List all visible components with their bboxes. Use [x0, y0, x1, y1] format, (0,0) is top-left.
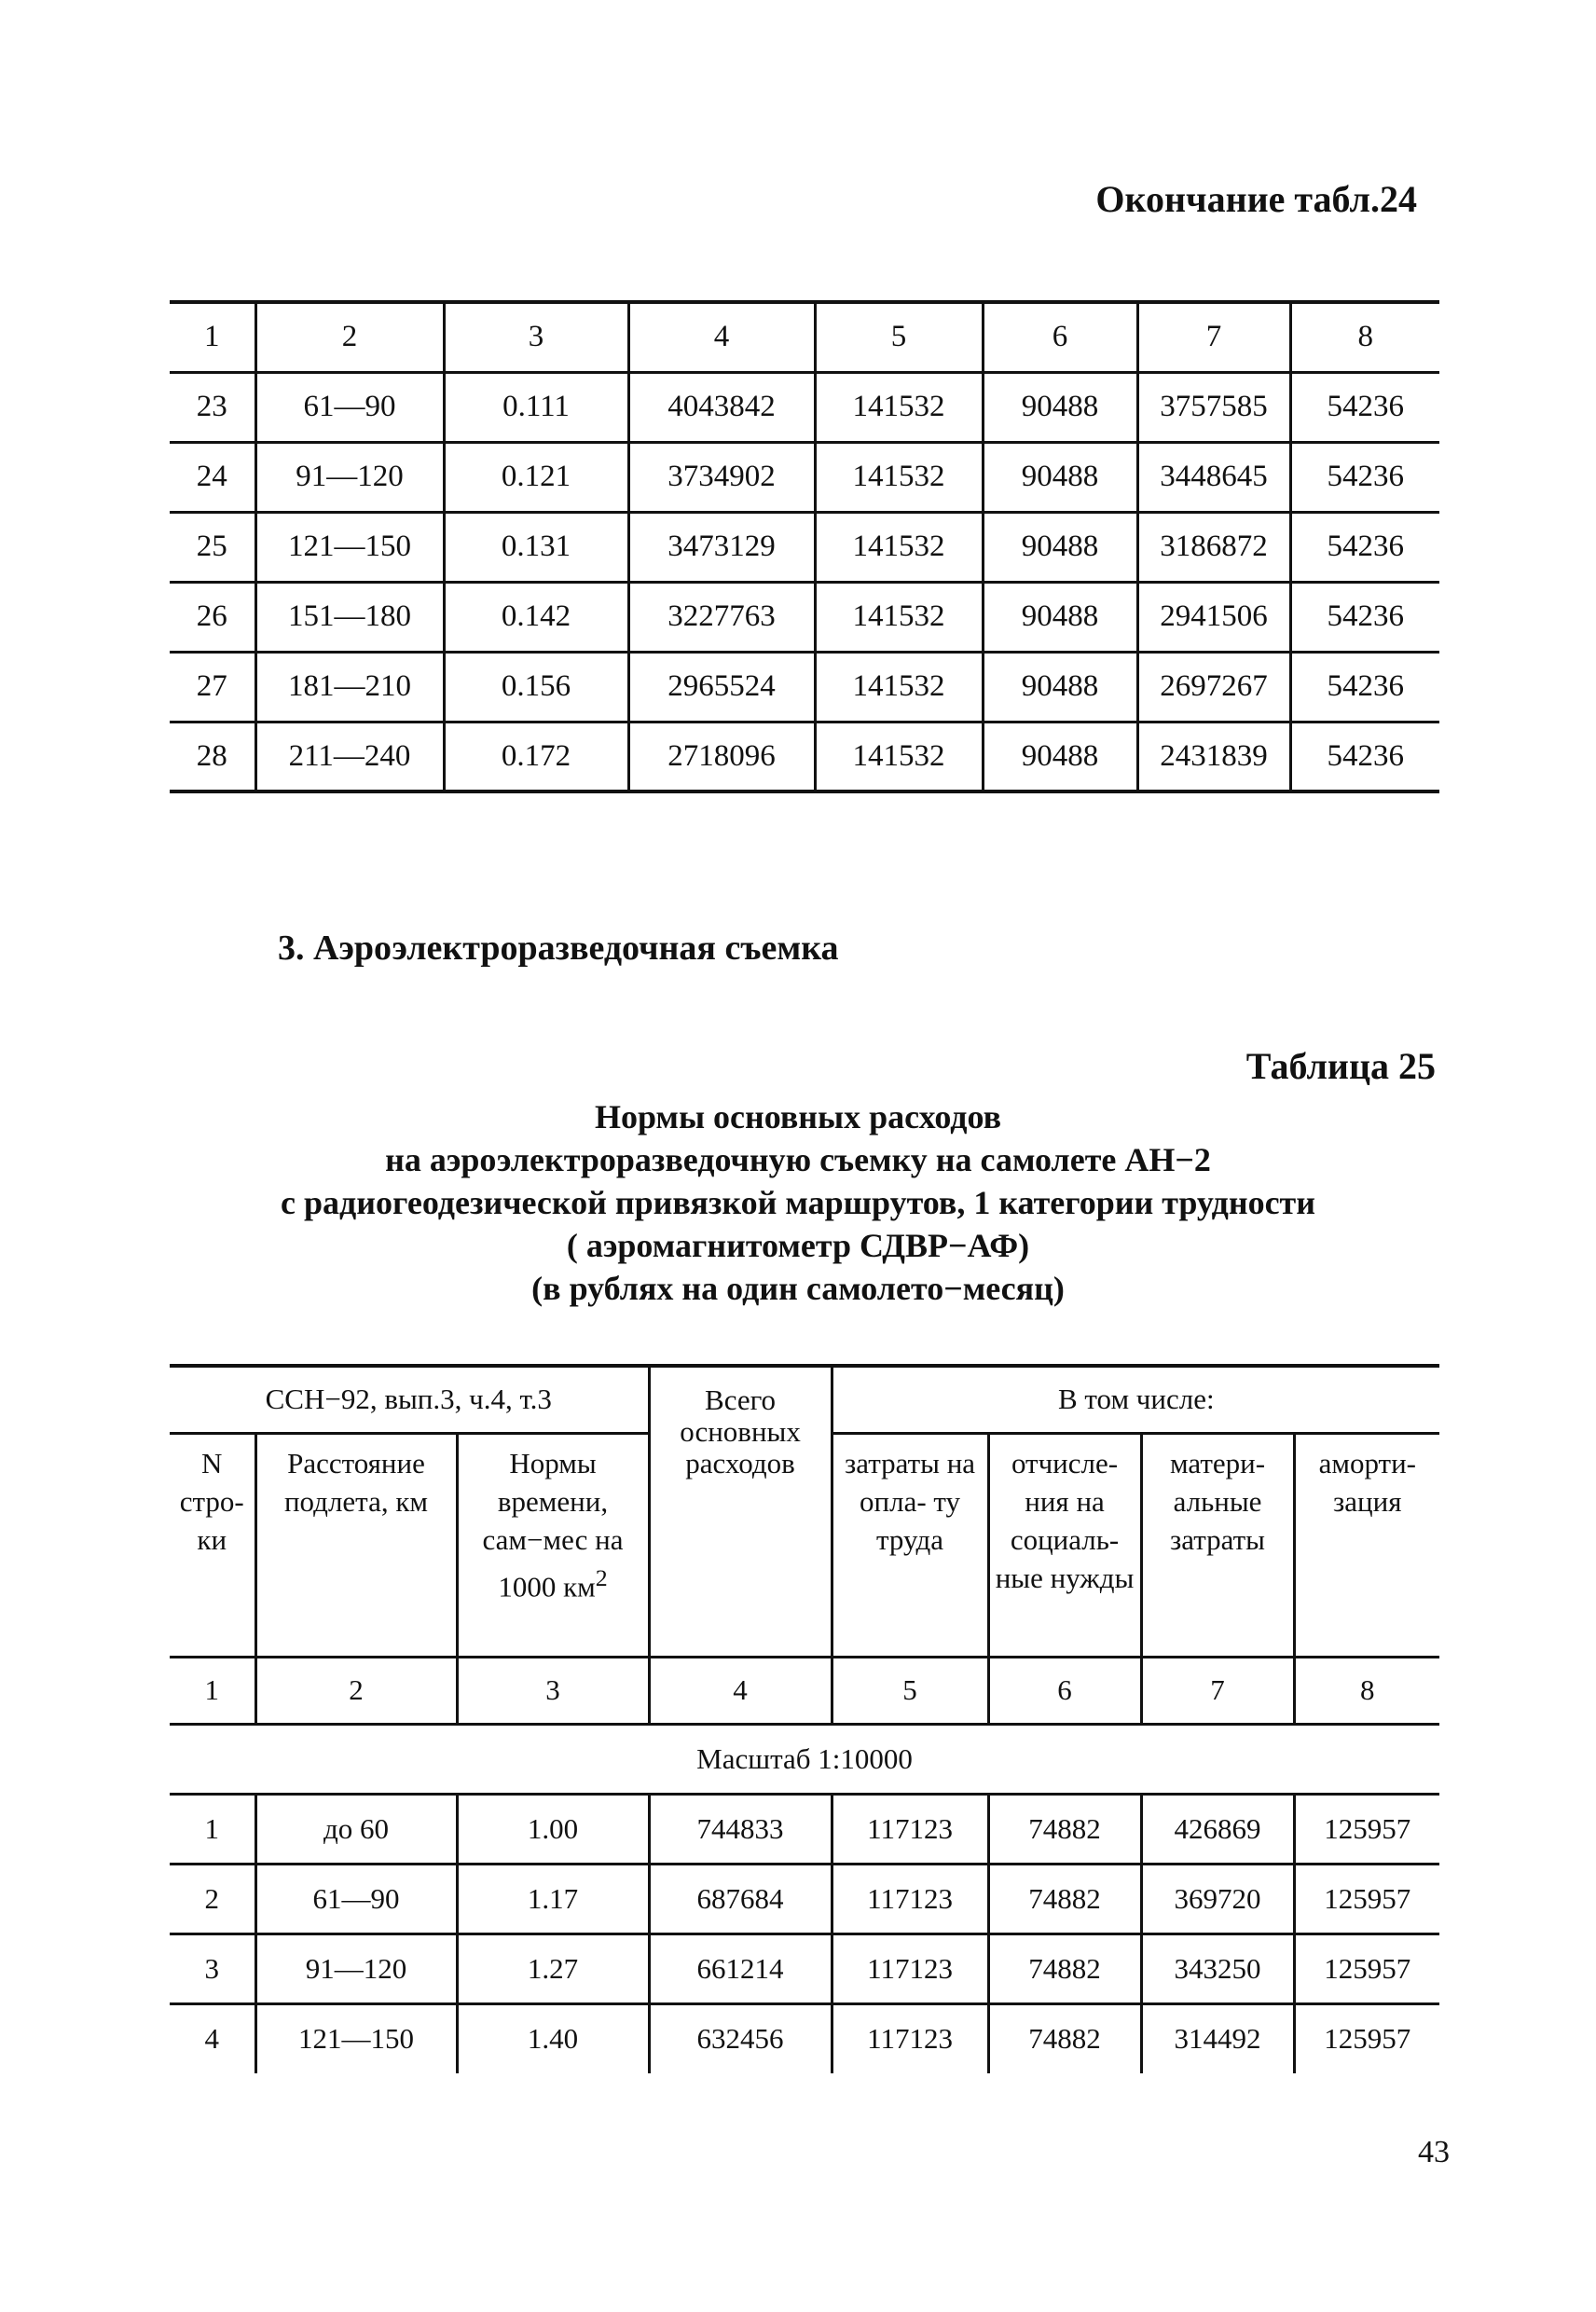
- table-cell: 3227763: [628, 582, 815, 652]
- table-row: [170, 582, 1439, 652]
- table-cell: 121—150: [255, 2003, 457, 2073]
- table-cell: 141532: [815, 582, 983, 652]
- table-cell: 125957: [1294, 1934, 1439, 2003]
- table-cell: 74882: [988, 1934, 1141, 2003]
- table-cell: 25: [170, 512, 255, 582]
- table-cell: 0.142: [444, 582, 628, 652]
- table-cell: 90488: [983, 372, 1137, 442]
- table-cell: 90488: [983, 582, 1137, 652]
- table-cell: 90488: [983, 512, 1137, 582]
- table-cell: 74882: [988, 1864, 1141, 1934]
- table-cell: 91—120: [255, 442, 444, 512]
- table-cell: 141532: [815, 512, 983, 582]
- table-row: [170, 302, 1439, 372]
- table-cell: 369720: [1141, 1864, 1294, 1934]
- table-cell: 3757585: [1137, 372, 1290, 442]
- column-number-cell: 1: [170, 1657, 255, 1724]
- table-cell: 24: [170, 442, 255, 512]
- table-cell: 2431839: [1137, 722, 1290, 791]
- scale-label: Масштаб 1:10000: [170, 1724, 1439, 1794]
- materials-header: матери- альные затраты: [1141, 1433, 1294, 1657]
- caption-line: ( аэромагнитометр СДВР−АФ): [566, 1227, 1030, 1264]
- table-row: [170, 372, 1439, 442]
- caption-line: (в рублях на один самолето−месяц): [531, 1270, 1065, 1307]
- time-norm-header: [457, 1433, 649, 1657]
- table-cell: 74882: [988, 2003, 1141, 2073]
- table-cell: 3186872: [1137, 512, 1290, 582]
- table-cell: 314492: [1141, 2003, 1294, 2073]
- table-cell: 125957: [1294, 1864, 1439, 1934]
- table-cell: 3473129: [628, 512, 815, 582]
- scale-row: [170, 1724, 1439, 1794]
- table-cell: 91—120: [255, 1934, 457, 2003]
- table-cell: 117123: [832, 1794, 988, 1864]
- table-cell: 28: [170, 722, 255, 791]
- distance-header: Расстояние подлета, км: [255, 1433, 457, 1657]
- column-number-cell: 3: [444, 302, 628, 372]
- table-row: [170, 1657, 1439, 1724]
- table-cell: 744833: [649, 1794, 832, 1864]
- table-cell: 0.131: [444, 512, 628, 582]
- column-number-cell: 1: [170, 302, 255, 372]
- table-cell: 61—90: [255, 372, 444, 442]
- table-cell: 181—210: [255, 652, 444, 722]
- table-cell: 632456: [649, 2003, 832, 2073]
- table-cell: 74882: [988, 1794, 1141, 1864]
- table-row: [170, 1794, 1439, 1864]
- column-number-cell: 2: [255, 1657, 457, 1724]
- table-cell: до 60: [255, 1794, 457, 1864]
- table-row: [170, 722, 1439, 791]
- table-24-continuation: [170, 300, 1439, 793]
- table-cell: 54236: [1290, 442, 1439, 512]
- table-cell: 117123: [832, 1864, 988, 1934]
- table-25: [170, 1364, 1439, 2073]
- table-cell: 151—180: [255, 582, 444, 652]
- superscript: 2: [595, 1563, 608, 1591]
- table-cell: 117123: [832, 1934, 988, 2003]
- column-number-cell: 6: [983, 302, 1137, 372]
- column-number-cell: 7: [1141, 1657, 1294, 1724]
- table-cell: 3734902: [628, 442, 815, 512]
- table-cell: 1.40: [457, 2003, 649, 2073]
- table-cell: 121—150: [255, 512, 444, 582]
- table-25-caption: [140, 1095, 1456, 1310]
- table-cell: 4043842: [628, 372, 815, 442]
- table-cell: 0.156: [444, 652, 628, 722]
- table-cell: 90488: [983, 722, 1137, 791]
- amortization-header: аморти- зация: [1294, 1433, 1439, 1657]
- group-header: ССН−92, вып.3, ч.4, т.3: [170, 1366, 649, 1433]
- total-expenses-header: Всего основных расходов: [649, 1366, 832, 1657]
- table-cell: 54236: [1290, 582, 1439, 652]
- table-cell: 4: [204, 2022, 219, 2056]
- table-cell: 141532: [815, 652, 983, 722]
- including-header: В том числе:: [832, 1366, 1439, 1433]
- table-cell: 125957: [1294, 1794, 1439, 1864]
- table-row: [170, 2003, 1439, 2073]
- table-cell: 23: [170, 372, 255, 442]
- column-number-cell: 4: [649, 1657, 832, 1724]
- column-number-cell: 3: [457, 1657, 649, 1724]
- table-cell: 141532: [815, 722, 983, 791]
- table-cell: 343250: [1141, 1934, 1294, 2003]
- caption-line: Нормы основных расходов: [594, 1098, 1002, 1135]
- table-row: [170, 512, 1439, 582]
- table-cell: 426869: [1141, 1794, 1294, 1864]
- table-cell: 1.27: [457, 1934, 649, 2003]
- table-cell: 0.121: [444, 442, 628, 512]
- column-number-cell: 8: [1294, 1657, 1439, 1724]
- table-cell: 26: [170, 582, 255, 652]
- page-number: 43: [1418, 2135, 1450, 2169]
- table-cell: 0.111: [444, 372, 628, 442]
- labor-cost-header: затраты на опла- ту труда: [832, 1433, 988, 1657]
- table-cell: 2: [170, 1864, 255, 1934]
- column-number-cell: 7: [1137, 302, 1290, 372]
- row-number-header: N стро- ки: [170, 1433, 255, 1657]
- continuation-title: Окончание табл.24: [1095, 178, 1417, 220]
- table-cell: 125957: [1294, 2003, 1439, 2073]
- table-cell: 54236: [1290, 722, 1439, 791]
- table-cell: 61—90: [255, 1864, 457, 1934]
- table-cell: 1.17: [457, 1864, 649, 1934]
- table-cell: 211—240: [255, 722, 444, 791]
- column-number-cell: 8: [1290, 302, 1439, 372]
- table-cell: 90488: [983, 652, 1137, 722]
- time-norm-header-text: Нормы времени, сам−мес на 1000 км: [482, 1446, 624, 1603]
- table-cell: 54236: [1290, 372, 1439, 442]
- section-title: 3. Аэроэлектроразведочная съемка: [278, 929, 839, 968]
- table-cell: 0.172: [444, 722, 628, 791]
- table-cell: 687684: [649, 1864, 832, 1934]
- table-cell: 141532: [815, 442, 983, 512]
- table-cell: 54236: [1290, 652, 1439, 722]
- table-cell: 90488: [983, 442, 1137, 512]
- table-cell: 2965524: [628, 652, 815, 722]
- table-cell: 661214: [649, 1934, 832, 2003]
- table-25-label: Таблица 25: [1245, 1045, 1436, 1087]
- social-contrib-header: отчисле- ния на социаль- ные нужды: [988, 1433, 1141, 1657]
- table-row: [170, 442, 1439, 512]
- column-number-cell: 4: [628, 302, 815, 372]
- table-cell: 2718096: [628, 722, 815, 791]
- table-cell: 3: [170, 1934, 255, 2003]
- table-cell: 3448645: [1137, 442, 1290, 512]
- table-cell: 27: [170, 652, 255, 722]
- table-cell: 2941506: [1137, 582, 1290, 652]
- column-number-cell: 5: [832, 1657, 988, 1724]
- table-cell: 1.00: [457, 1794, 649, 1864]
- column-number-cell: 5: [815, 302, 983, 372]
- table-cell: 54236: [1290, 512, 1439, 582]
- table-row: [170, 652, 1439, 722]
- caption-line: с радиогеодезической привязкой маршрутов, 1 категории трудности: [281, 1184, 1315, 1221]
- table-cell: 2697267: [1137, 652, 1290, 722]
- table-row: [170, 1864, 1439, 1934]
- table-cell: 1: [170, 1794, 255, 1864]
- table-row: [170, 1934, 1439, 2003]
- column-number-cell: 6: [988, 1657, 1141, 1724]
- table-cell: 117123: [832, 2003, 988, 2073]
- table-cell: 141532: [815, 372, 983, 442]
- caption-line: на аэроэлектроразведочную съемку на самолете АН−2: [385, 1141, 1211, 1178]
- column-number-cell: 2: [255, 302, 444, 372]
